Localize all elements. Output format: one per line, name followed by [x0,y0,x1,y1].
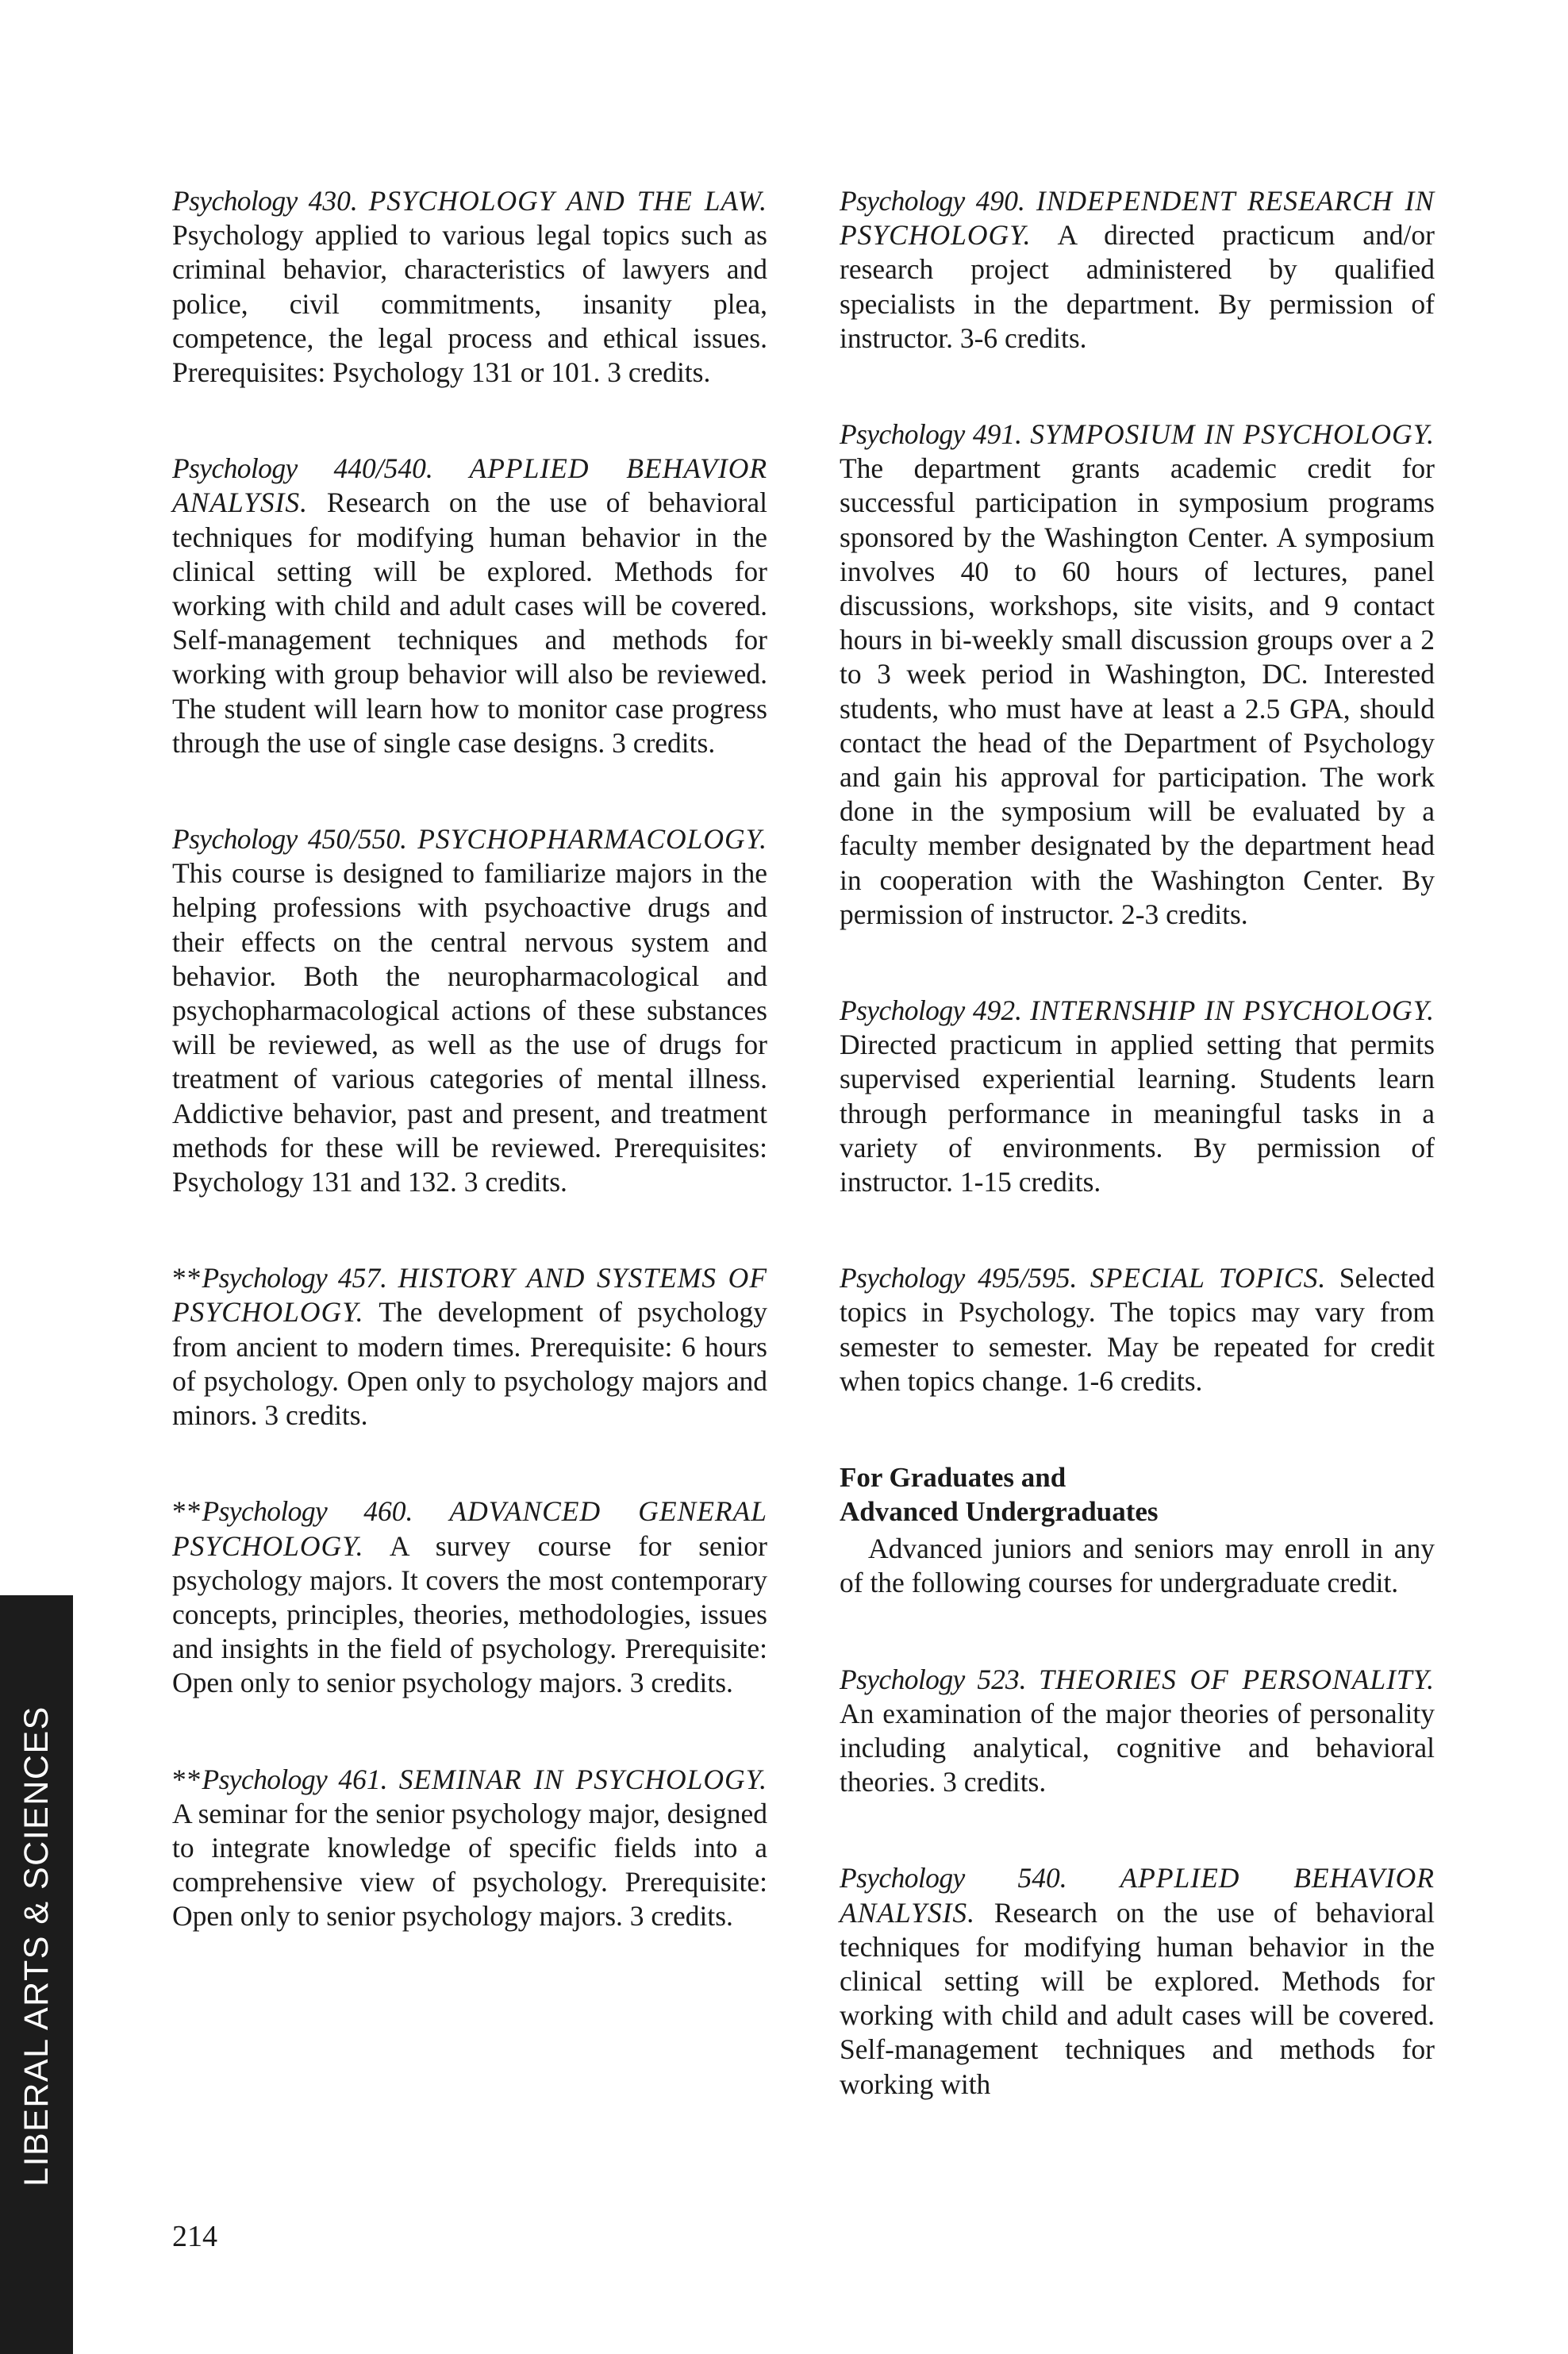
course-title: ADVANCED GENERAL PSYCHOLOGY. [172,1495,767,1562]
side-tab-label: LIBERAL ARTS & SCIENCES [17,1706,56,2187]
course-dept: Psychology [840,1663,965,1695]
course-entry-psych-461 [172,1763,767,1934]
right-column [840,184,1435,2102]
course-dept: Psychology [172,185,298,217]
course-dept: Psychology [202,1262,328,1294]
course-title: SYMPOSIUM IN PSYCHOLOGY. [1030,418,1435,451]
course-number: 540. [1017,1862,1067,1894]
course-number: 491. [972,418,1023,451]
course-title: SEMINAR IN PSYCHOLOGY. [398,1763,768,1795]
page-number: 214 [172,2220,217,2253]
course-number: 440/540. [333,452,433,485]
course-dept: Psychology [202,1763,328,1795]
course-title: THEORIES OF PERSONALITY. [1039,1663,1435,1695]
course-description: An examination of the major theories of personality including analytical, cognitive and behavioral theories. 3 credits. [840,1697,1435,1798]
course-entry-psych-523 [840,1663,1435,1800]
course-title: APPLIED BEHAVIOR ANALYSIS. [840,1862,1435,1929]
course-title: HISTORY AND SYSTEMS OF PSYCHOLOGY. [172,1262,768,1329]
course-description: The department grants academic credit for successful participation in symposium programs sponsored by the Washington Center. A symposium involves 40 to 60 hours of lectures, panel discussions, workshops, site visits, and 9 contact hours in bi-weekly small discussion groups over a 2 to 3 week period in Washington, DC. Interested students, who must have at least a 2.5 GPA, should contact the head of the Department of Psychology and gain his approval for participation. The work done in the symposium will be evaluated by a faculty member designated by the department head in cooperation with the Washington Center. By permission of instructor. 2-3 credits. [840,452,1435,930]
course-description: The development of psychology from ancient to modern times. Prerequisite: 6 hours of psychology. Open only to psychology majors and minors. 3 credits. [172,1296,767,1432]
course-entry-psych-460 [172,1494,767,1700]
course-title: INTERNSHIP IN PSYCHOLOGY. [1030,994,1435,1027]
course-dept: Psychology [840,418,965,451]
course-title: PSYCHOPHARMACOLOGY. [417,823,768,856]
course-description: Psychology applied to various legal topics such as criminal behavior, characteristics of lawyers and police, civil commitments, insanity plea, competence, the legal process and ethical issues. Prerequisites: Psychology 131 or 101. 3 credits. [172,219,767,389]
course-dept: Psychology [840,1862,965,1894]
course-description: This course is designed to familiarize majors in the helping professions with psychoactive drugs and their effects on the central nervous system and behavior. Both the neuropharmacological and psychopharmacological actions of these substances will be reviewed, as well as the use of drugs for treatment of various categories of mental illness. Addictive behavior, past and present, and treatment methods for these will be reviewed. Prerequisites: Psychology 131 and 132. 3 credits. [172,857,767,1198]
heading-line-1: For Graduates and [840,1462,1066,1494]
course-dept: Psychology [202,1495,328,1528]
course-prefix: ** [172,1262,202,1294]
course-number: 461. [338,1763,388,1795]
course-description: Directed practicum in applied setting that permits supervised experiential learning. Students learn through performance in meaningful tasks in a variety of environments. By permission of instructor. 1-15 credits. [840,1029,1435,1198]
course-number: 495/595. [978,1262,1078,1294]
course-description: Selected topics in Psychology. The topics may vary from semester to semester. May be repeated for credit when topics change. 1-6 credits. [840,1262,1435,1397]
graduate-section-heading [840,1460,1435,1529]
course-number: 450/550. [307,823,408,856]
course-entry-psych-540 [840,1861,1435,2101]
heading-line-2: Advanced Undergraduates [840,1496,1159,1528]
course-description: Research on the use of behavioral techniques for modifying human behavior in the clinical setting will be explored. Methods for working with child and adult cases will be covered. Self-management techniques and methods for working with [840,1896,1435,2100]
course-entry-psych-491 [840,417,1435,932]
course-dept: Psychology [172,452,298,485]
course-title: INDEPENDENT RESEARCH IN PSYCHOLOGY. [840,185,1435,252]
left-column [172,184,767,1996]
course-number: 457. [337,1262,387,1294]
course-description: A seminar for the senior psychology major, designed to integrate knowledge of specific fields into a comprehensive view of psychology. Prerequisite: Open only to senior psychology majors. 3 credits. [172,1797,767,1933]
graduate-section [840,1460,1435,1600]
course-entry-psych-440-540 [172,452,767,760]
course-dept: Psychology [840,185,965,217]
course-number: 430. [308,185,358,217]
course-entry-psych-495-595 [840,1261,1435,1398]
course-title: PSYCHOLOGY AND THE LAW. [368,185,767,217]
course-dept: Psychology [172,823,298,856]
course-number: 460. [363,1495,413,1528]
graduate-section-intro: Advanced juniors and seniors may enroll in any of the following courses for undergraduate credit. [840,1533,1435,1599]
course-dept: Psychology [840,994,965,1027]
course-title: APPLIED BEHAVIOR ANALYSIS. [172,452,768,519]
course-description: A directed practicum and/or research project administered by qualified specialists in the department. By permission of instructor. 3-6 credits. [840,219,1435,354]
course-entry-psych-450-550 [172,822,767,1199]
course-entry-psych-430 [172,184,767,390]
course-entry-psych-492 [840,994,1435,1199]
course-description: Research on the use of behavioral techniques for modifying human behavior in the clinical setting will be explored. Methods for working with child and adult cases will be covered. Self-management techniques and methods for working with group behavior will also be reviewed. The student will learn how to monitor case progress through the use of single case designs. 3 credits. [172,487,767,759]
course-prefix: ** [172,1495,202,1528]
course-number: 523. [977,1663,1027,1695]
course-entry-psych-457 [172,1261,767,1433]
course-description: A survey course for senior psychology majors. It covers the most contemporary concepts, principles, theories, methodologies, issues and insights in the field of psychology. Prerequisite: Open only to senior psychology majors. 3 credits. [172,1529,768,1699]
course-title: SPECIAL TOPICS. [1090,1262,1327,1294]
course-entry-psych-490 [840,184,1435,356]
course-dept: Psychology [840,1262,965,1294]
course-number: 492. [972,994,1022,1027]
course-prefix: ** [172,1763,202,1795]
course-number: 490. [975,185,1025,217]
